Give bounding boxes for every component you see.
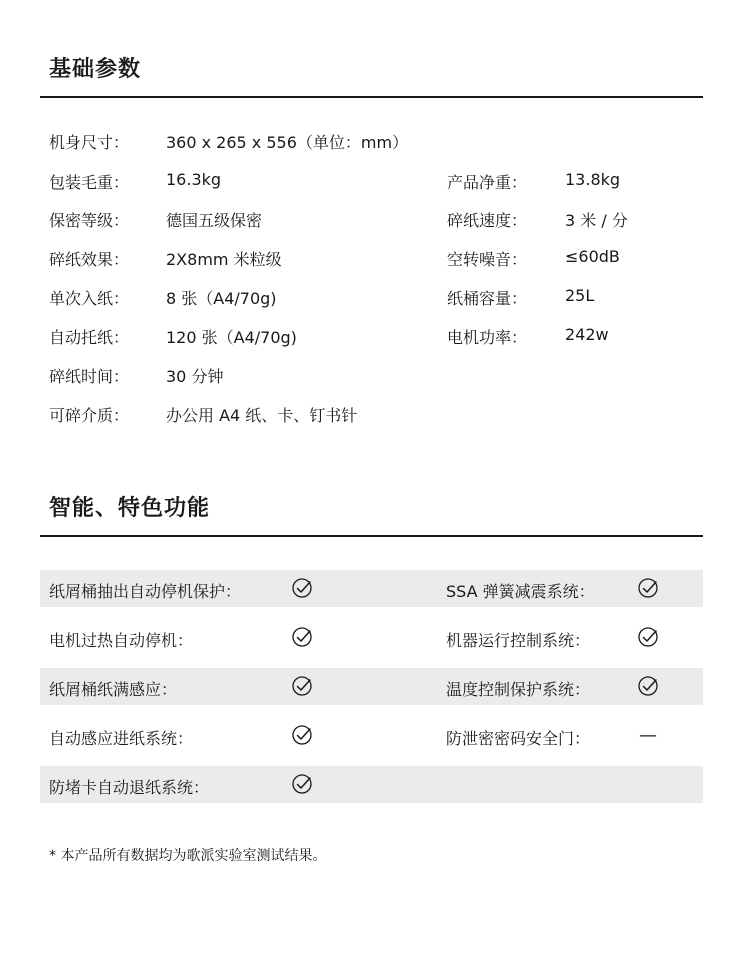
spec-value: 16.3kg	[166, 170, 222, 189]
check-circle-icon	[637, 577, 659, 599]
spec-label: 包装毛重：	[49, 173, 130, 192]
spec-value: 242w	[565, 325, 609, 344]
feature-label: 温度控制保护系统：	[446, 680, 591, 699]
spec-value: 3 米 / 分	[565, 211, 628, 230]
spec-label: 机身尺寸：	[49, 133, 130, 152]
spec-label: 碎纸时间：	[49, 367, 130, 386]
spec-row	[49, 325, 709, 349]
footnote: * 本产品所有数据均为歌派实验室测试结果。	[49, 848, 327, 864]
spec-label: 保密等级：	[49, 211, 130, 230]
feature-row	[40, 619, 703, 656]
feature-label: 电机过热自动停机：	[49, 631, 194, 650]
spec-value: 360 x 265 x 556（单位：mm）	[166, 133, 409, 152]
spec-row	[49, 286, 709, 310]
feature-label: 纸屑桶抽出自动停机保护：	[49, 582, 242, 601]
feature-label: 自动感应进纸系统：	[49, 729, 194, 748]
spec-row	[49, 247, 709, 271]
check-circle-icon	[637, 675, 659, 697]
feature-row	[40, 668, 703, 705]
spec-label: 纸桶容量：	[447, 289, 528, 308]
spec-value: 办公用 A4 纸、卡、钉书针	[166, 406, 358, 425]
feature-label: 机器运行控制系统：	[446, 631, 591, 650]
feature-row	[40, 570, 703, 607]
section-divider	[40, 535, 703, 537]
dash-value: —	[639, 725, 657, 746]
feature-row	[40, 766, 703, 803]
spec-row	[49, 130, 709, 154]
spec-value: 2X8mm 米粒级	[166, 250, 282, 269]
spec-label: 空转噪音：	[447, 250, 528, 269]
spec-value: 13.8kg	[565, 170, 621, 189]
spec-label: 单次入纸：	[49, 289, 130, 308]
spec-row	[49, 403, 709, 427]
spec-value: 30 分钟	[166, 367, 224, 386]
check-circle-icon	[291, 675, 313, 697]
check-circle-icon	[637, 626, 659, 648]
section-divider	[40, 96, 703, 98]
feature-row	[40, 717, 703, 754]
feature-label: 防泄密密码安全门：	[446, 729, 591, 748]
check-circle-icon	[291, 773, 313, 795]
spec-value: 25L	[565, 286, 595, 305]
feature-label: SSA 弹簧减震系统：	[446, 582, 595, 601]
spec-label: 产品净重：	[447, 173, 528, 192]
spec-value: ≤60dB	[565, 247, 620, 266]
check-circle-icon	[291, 577, 313, 599]
spec-label: 自动托纸：	[49, 328, 130, 347]
feature-label: 防堵卡自动退纸系统：	[49, 778, 210, 797]
section-title-smart-features: 智能、特色功能	[49, 496, 211, 521]
spec-row	[49, 208, 709, 232]
feature-label: 纸屑桶纸满感应：	[49, 680, 178, 699]
spec-value: 8 张（A4/70g)	[166, 289, 277, 308]
section-title-basic-params: 基础参数	[49, 57, 142, 82]
spec-label: 碎纸速度：	[447, 211, 528, 230]
spec-label: 碎纸效果：	[49, 250, 130, 269]
spec-row	[49, 364, 709, 388]
check-circle-icon	[291, 626, 313, 648]
spec-value: 德国五级保密	[166, 211, 263, 230]
spec-label: 可碎介质：	[49, 406, 130, 425]
spec-label: 电机功率：	[447, 328, 528, 347]
spec-value: 120 张（A4/70g)	[166, 328, 297, 347]
check-circle-icon	[291, 724, 313, 746]
spec-row	[49, 170, 709, 194]
